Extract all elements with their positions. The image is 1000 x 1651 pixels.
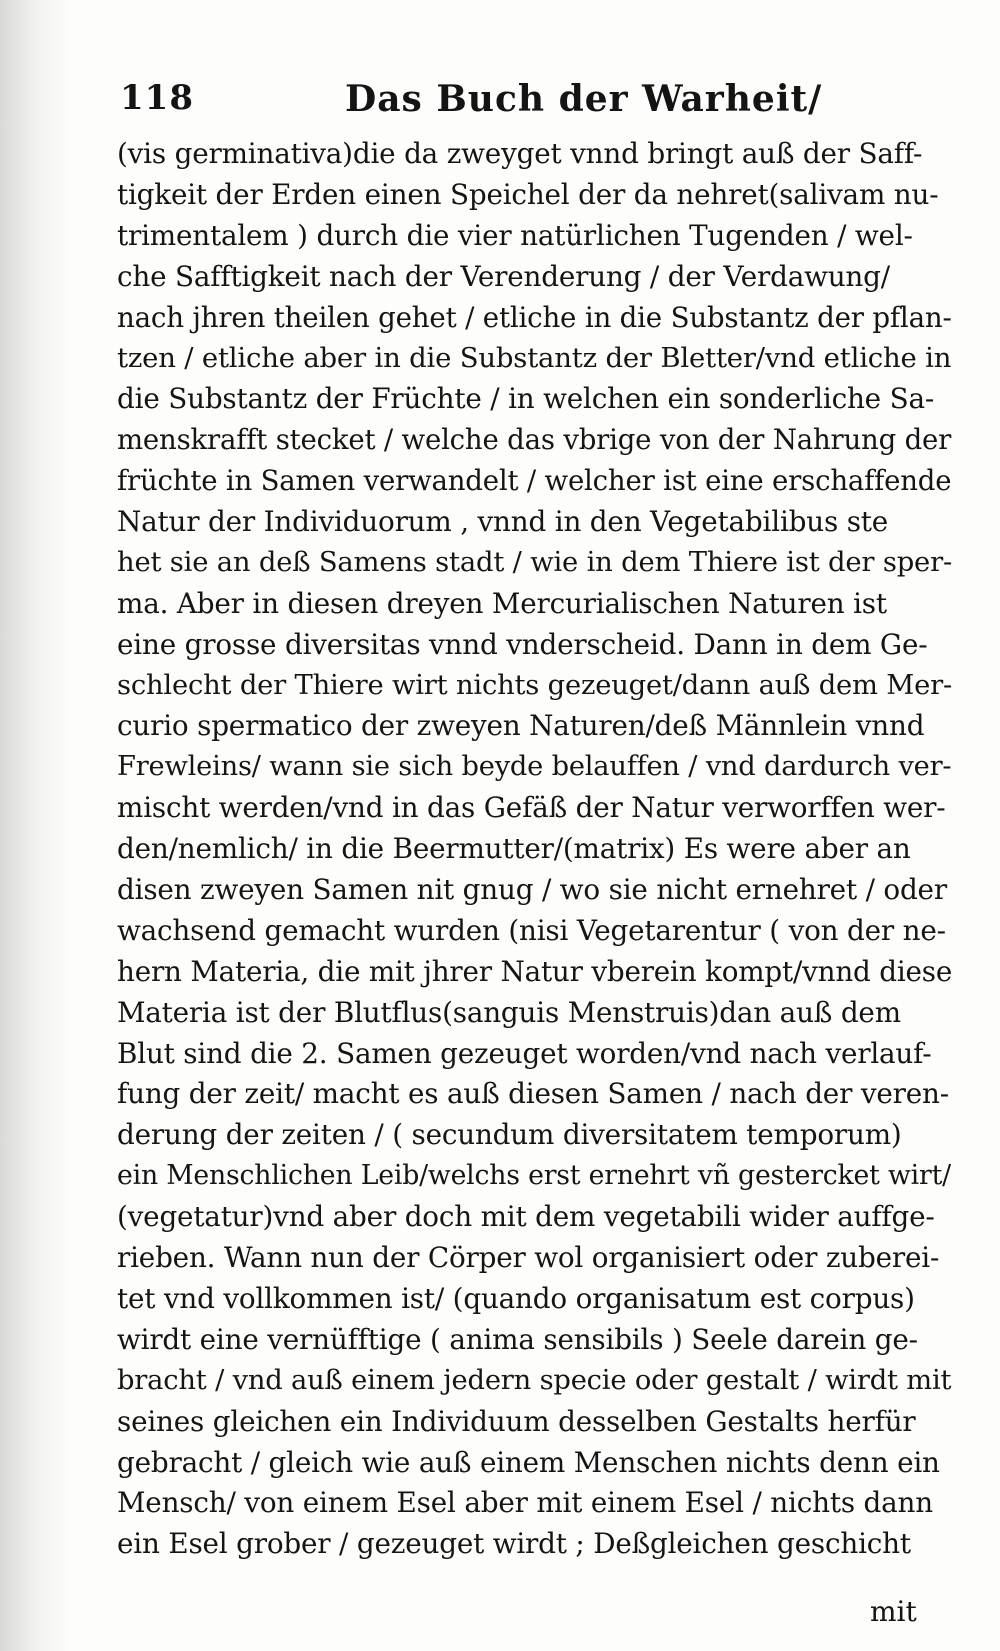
text-line: rieben. Wann nun der Cörper wol organisiert oder zuberei- xyxy=(117,1241,940,1275)
text-line: die Substantz der Früchte / in welchen ein sonderliche Sa- xyxy=(117,382,935,416)
text-line: tet vnd vollkommen ist/ (quando organisatum est corpus) xyxy=(117,1281,915,1315)
page-header xyxy=(120,78,940,128)
text-line: nach jhren theilen gehet / etliche in die Substantz der pflan- xyxy=(117,300,952,334)
text-line: Blut sind die 2. Samen gezeuget worden/vnd nach verlauf- xyxy=(117,1036,932,1070)
text-line: den/nemlich/ in die Beermutter/(matrix) Es were aber an xyxy=(117,832,911,866)
text-line: eine grosse diversitas vnnd vnderscheid. Dann in dem Ge- xyxy=(117,627,928,661)
text-line: Natur der Individuorum , vnnd in den Vegetabilibus ste xyxy=(117,505,889,539)
text-line: mischt werden/vnd in das Gefäß der Natur verworffen wer- xyxy=(117,791,946,825)
text-line: tzen / etliche aber in die Substantz der Bletter/vnd etliche in xyxy=(117,342,952,375)
text-line: trimentalem ) durch die vier natürlichen Tugenden / wel- xyxy=(117,218,913,252)
text-line: (vegetatur)vnd aber doch mit dem vegetabili wider auffge- xyxy=(117,1200,935,1234)
text-line: Materia ist der Blutflus(sanguis Menstruis)dan auß dem xyxy=(117,995,901,1029)
binding-shadow xyxy=(0,0,70,1651)
text-line: ein Esel grober / gezeuget wirdt ; Deßgleichen geschicht xyxy=(117,1527,911,1561)
text-line: hern Materia, die mit jhrer Natur vberein kompt/vnnd diese xyxy=(117,954,953,988)
text-line: (vis germinativa)die da zweyget vnnd bringt auß der Saff- xyxy=(117,137,923,170)
text-line: tigkeit der Erden einen Speichel der da nehret(salivam nu- xyxy=(117,177,939,211)
text-line: schlecht der Thiere wirt nichts gezeuget/dann auß dem Mer- xyxy=(117,669,953,701)
page-number: 118 xyxy=(120,78,194,118)
text-line: disen zweyen Samen nit gnug / wo sie nicht ernehret / oder xyxy=(117,873,947,907)
text-line: derung der zeiten / ( secundum diversitatem temporum) xyxy=(117,1118,902,1152)
text-line: bracht / vnd auß einem jedern specie oder gestalt / wirdt mit xyxy=(117,1364,952,1396)
text-line: wirdt eine vernüfftige ( anima sensibils ) Seele darein ge- xyxy=(117,1322,918,1356)
text-line: ein Menschlichen Leib/welchs erst ernehrt vñ gestercket wirt/ xyxy=(117,1160,951,1192)
text-line: fung der zeit/ macht es auß diesen Samen / nach der veren- xyxy=(117,1077,949,1111)
text-line: früchte in Samen verwandelt / welcher ist eine erschaffende xyxy=(117,464,952,498)
catchword: mit xyxy=(870,1595,917,1628)
text-line: Mensch/ von einem Esel aber mit einem Esel / nichts dann xyxy=(117,1486,933,1520)
text-line: gebracht / gleich wie auß einem Menschen nichts denn ein xyxy=(117,1445,940,1479)
text-line: wachsend gemacht wurden (nisi Vegetarentur ( von der ne- xyxy=(117,913,946,947)
running-title: Das Buch der Warheit/ xyxy=(345,78,823,120)
text-line: het sie an deß Samens stadt / wie in dem Thiere ist der sper- xyxy=(117,546,953,578)
text-line: menskrafft stecket / welche das vbrige von der Nahrung der xyxy=(117,423,952,457)
text-line: seines gleichen ein Individuum desselben Gestalts herfür xyxy=(117,1404,916,1438)
text-line: ma. Aber in diesen dreyen Mercurialischen Naturen ist xyxy=(117,586,887,620)
text-line: che Safftigkeit nach der Verenderung / der Verdawung/ xyxy=(117,259,890,293)
body-text xyxy=(117,134,957,1565)
text-line: Frewleins/ wann sie sich beyde belauffen / vnd dardurch ver- xyxy=(117,751,952,783)
text-line: curio spermatico der zweyen Naturen/deß Männlein vnnd xyxy=(117,709,925,743)
